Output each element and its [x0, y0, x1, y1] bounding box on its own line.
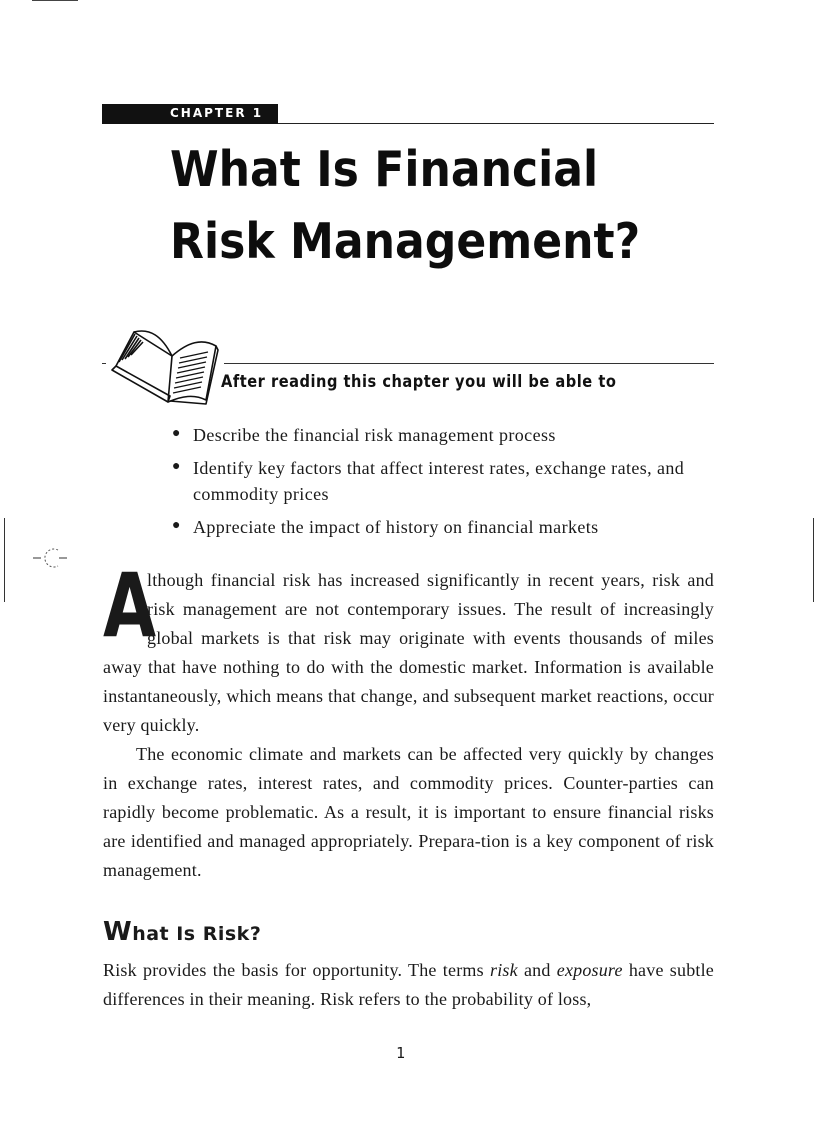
chapter-title: What Is Financial Risk Management? [170, 141, 641, 270]
section-paragraph [103, 956, 714, 1014]
objective-item: ● Describe the financial risk management process [170, 422, 730, 448]
registration-mark-icon [32, 545, 68, 571]
open-book-icon [106, 326, 224, 410]
section-heading [103, 917, 261, 947]
chapter-rule [278, 123, 714, 124]
section-heading-rest: hat Is Risk? [132, 923, 262, 945]
objectives-list [170, 422, 730, 547]
objective-item: ● Identify key factors that affect interest rates, exchange rates, and commodity prices [170, 455, 730, 507]
crop-mark-right [813, 518, 814, 602]
body-paragraph: The economic climate and markets can be affected very quickly by changes in exchange rates, interest rates, and commodity prices. Counter-parties can rapidly become problematic. As a result, it is important to ensure financial risks are identified and managed appropriately. Prepara-tion is a key component of risk management. [103, 744, 714, 880]
intro-paragraph-text: lthough financial risk has increased significantly in recent years, risk and risk management are not contemporary issues. The result of increasingly global markets is that risk may originate with events thousands of miles away that have nothing to do with the domestic market. Information is available instantaneously, which means that change, and subsequent market reactions, occur very quickly. [103, 570, 714, 735]
section-text [103, 956, 714, 1014]
intro-paragraph [103, 554, 714, 740]
section-text-part: Risk provides the basis for opportunity. The terms [103, 960, 490, 980]
chapter-label: CHAPTER 1 [170, 106, 264, 120]
section-text-part: and [517, 960, 557, 980]
section-text-part: have subtle differences in their meaning. Risk refers to the probability of loss, [103, 960, 714, 1009]
objective-item: ● Appreciate the impact of history on financial markets [170, 514, 730, 540]
crop-mark-left [4, 518, 5, 602]
objectives-heading: After reading this chapter you will be able to [221, 372, 617, 392]
page-number: 1 [396, 1044, 406, 1062]
intro-text [103, 554, 714, 885]
section-heading-initial: W [103, 917, 133, 947]
term-exposure: exposure [556, 960, 623, 980]
term-risk: risk [489, 960, 518, 980]
crop-mark-top [32, 0, 78, 1]
drop-cap: A [103, 554, 157, 657]
